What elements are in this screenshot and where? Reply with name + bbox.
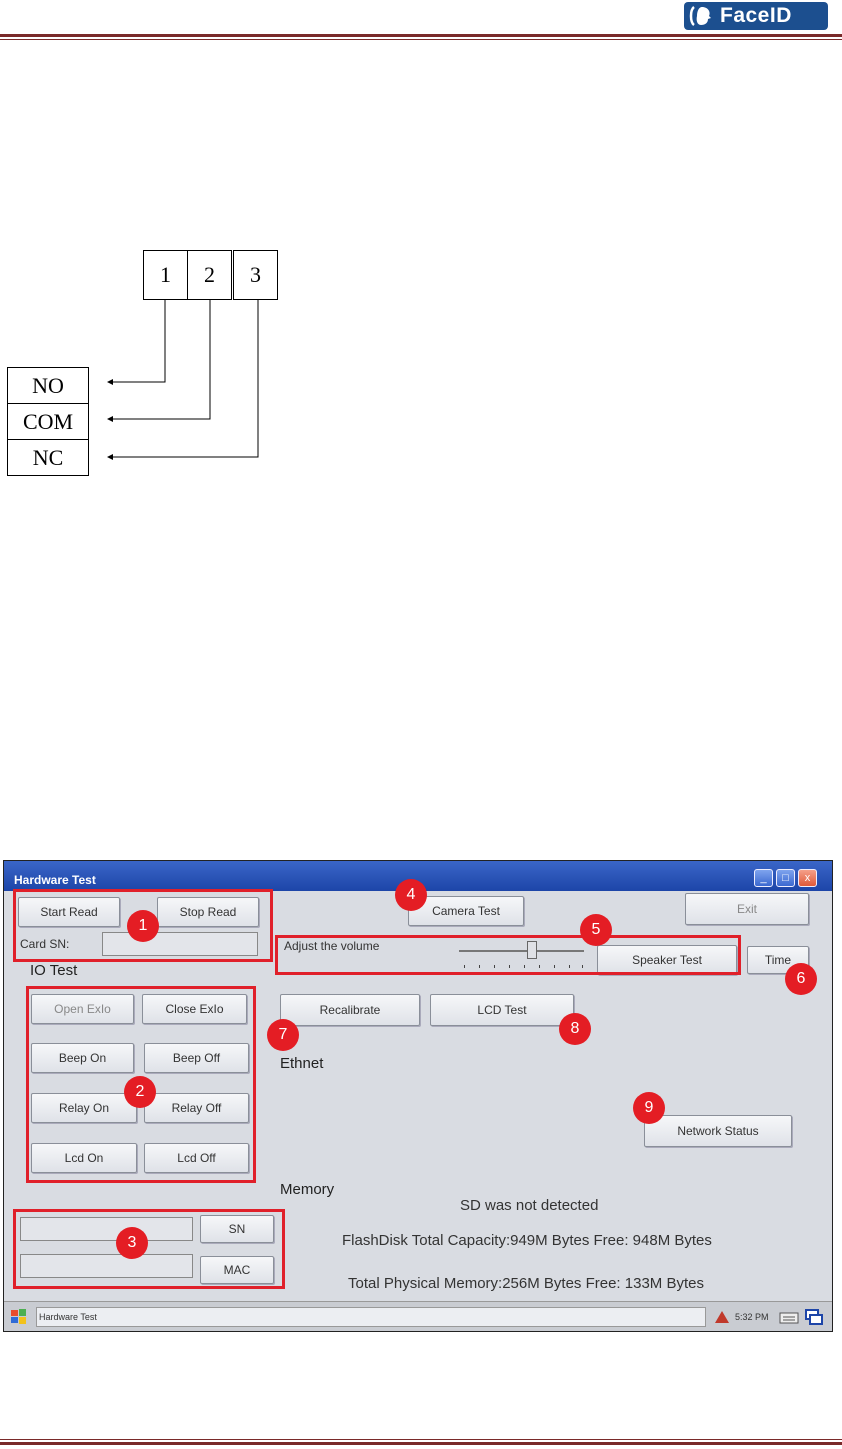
- flashdisk-capacity-text: FlashDisk Total Capacity:949M Bytes Free: 948M Bytes: [342, 1232, 712, 1249]
- exit-button[interactable]: Exit: [685, 893, 809, 925]
- card-sn-label: Card SN:: [20, 937, 70, 951]
- lcd-off-button[interactable]: Lcd Off: [144, 1143, 249, 1173]
- stop-read-button[interactable]: Stop Read: [157, 897, 259, 927]
- relay-off-button[interactable]: Relay Off: [144, 1093, 249, 1123]
- header-rule-thin: [0, 39, 842, 40]
- taskbar: [4, 1301, 832, 1332]
- sd-status-text: SD was not detected: [460, 1197, 599, 1214]
- pin-1: 1: [143, 250, 188, 300]
- hardware-test-screenshot: [3, 860, 833, 1332]
- terminal-nc: NC: [7, 439, 89, 476]
- camera-test-button[interactable]: Camera Test: [408, 896, 524, 926]
- pin-3: 3: [233, 250, 278, 300]
- footer-rule-thin: [0, 1439, 842, 1440]
- start-icon[interactable]: [10, 1308, 28, 1326]
- taskbar-item-label: Hardware Test: [39, 1312, 97, 1322]
- callout-badge-9: 9: [633, 1092, 665, 1124]
- sn-button[interactable]: SN: [200, 1215, 274, 1243]
- taskbar-item-hardware-test[interactable]: [36, 1307, 706, 1327]
- minimize-button[interactable]: [754, 869, 773, 887]
- taskbar-clock: 5:32 PM: [735, 1312, 769, 1322]
- logo-text: FaceID: [720, 4, 792, 27]
- callout-badge-5: 5: [580, 914, 612, 946]
- callout-badge-2: 2: [124, 1076, 156, 1108]
- close-button[interactable]: [798, 869, 817, 887]
- open-exio-button[interactable]: Open ExIo: [31, 994, 134, 1024]
- relay-wiring-diagram: [0, 240, 300, 480]
- lcd-test-button[interactable]: LCD Test: [430, 994, 574, 1026]
- ethnet-heading: Ethnet: [280, 1055, 324, 1072]
- io-test-heading: IO Test: [30, 962, 78, 979]
- callout-badge-6: 6: [785, 963, 817, 995]
- terminal-com: COM: [7, 403, 89, 440]
- close-exio-button[interactable]: Close ExIo: [142, 994, 247, 1024]
- lcd-on-button[interactable]: Lcd On: [31, 1143, 137, 1173]
- adjust-volume-label: Adjust the volume: [284, 939, 380, 953]
- footer-rule: [0, 1442, 842, 1445]
- pin-2: 2: [187, 250, 232, 300]
- header-rule: [0, 34, 842, 37]
- maximize-button[interactable]: [776, 869, 795, 887]
- callout-box-5: [275, 935, 741, 975]
- callout-badge-4: 4: [395, 879, 427, 911]
- network-tray-icon[interactable]: [714, 1310, 730, 1324]
- network-status-button[interactable]: Network Status: [644, 1115, 792, 1147]
- maximize-icon: □: [782, 872, 789, 884]
- close-icon: x: [804, 872, 811, 884]
- callout-badge-8: 8: [559, 1013, 591, 1045]
- callout-badge-3: 3: [116, 1227, 148, 1259]
- minimize-icon: _: [760, 872, 767, 884]
- beep-off-button[interactable]: Beep Off: [144, 1043, 249, 1073]
- beep-on-button[interactable]: Beep On: [31, 1043, 134, 1073]
- terminal-no: NO: [7, 367, 89, 404]
- wiring-lines: [0, 240, 300, 480]
- speaker-test-button[interactable]: Speaker Test: [597, 945, 737, 975]
- keyboard-icon[interactable]: [779, 1308, 799, 1326]
- faceid-logo: [684, 2, 828, 30]
- desktop-icon[interactable]: [804, 1308, 824, 1326]
- callout-badge-7: 7: [267, 1019, 299, 1051]
- face-icon: [688, 4, 716, 28]
- window-title: Hardware Test: [14, 873, 96, 887]
- callout-box-3: [13, 1209, 285, 1289]
- relay-on-button[interactable]: Relay On: [31, 1093, 137, 1123]
- callout-badge-1: 1: [127, 910, 159, 942]
- physical-memory-text: Total Physical Memory:256M Bytes Free: 133M Bytes: [348, 1275, 704, 1292]
- start-read-button[interactable]: Start Read: [18, 897, 120, 927]
- mac-button[interactable]: MAC: [200, 1256, 274, 1284]
- recalibrate-button[interactable]: Recalibrate: [280, 994, 420, 1026]
- memory-heading: Memory: [280, 1181, 335, 1198]
- time-button[interactable]: Time: [747, 946, 809, 974]
